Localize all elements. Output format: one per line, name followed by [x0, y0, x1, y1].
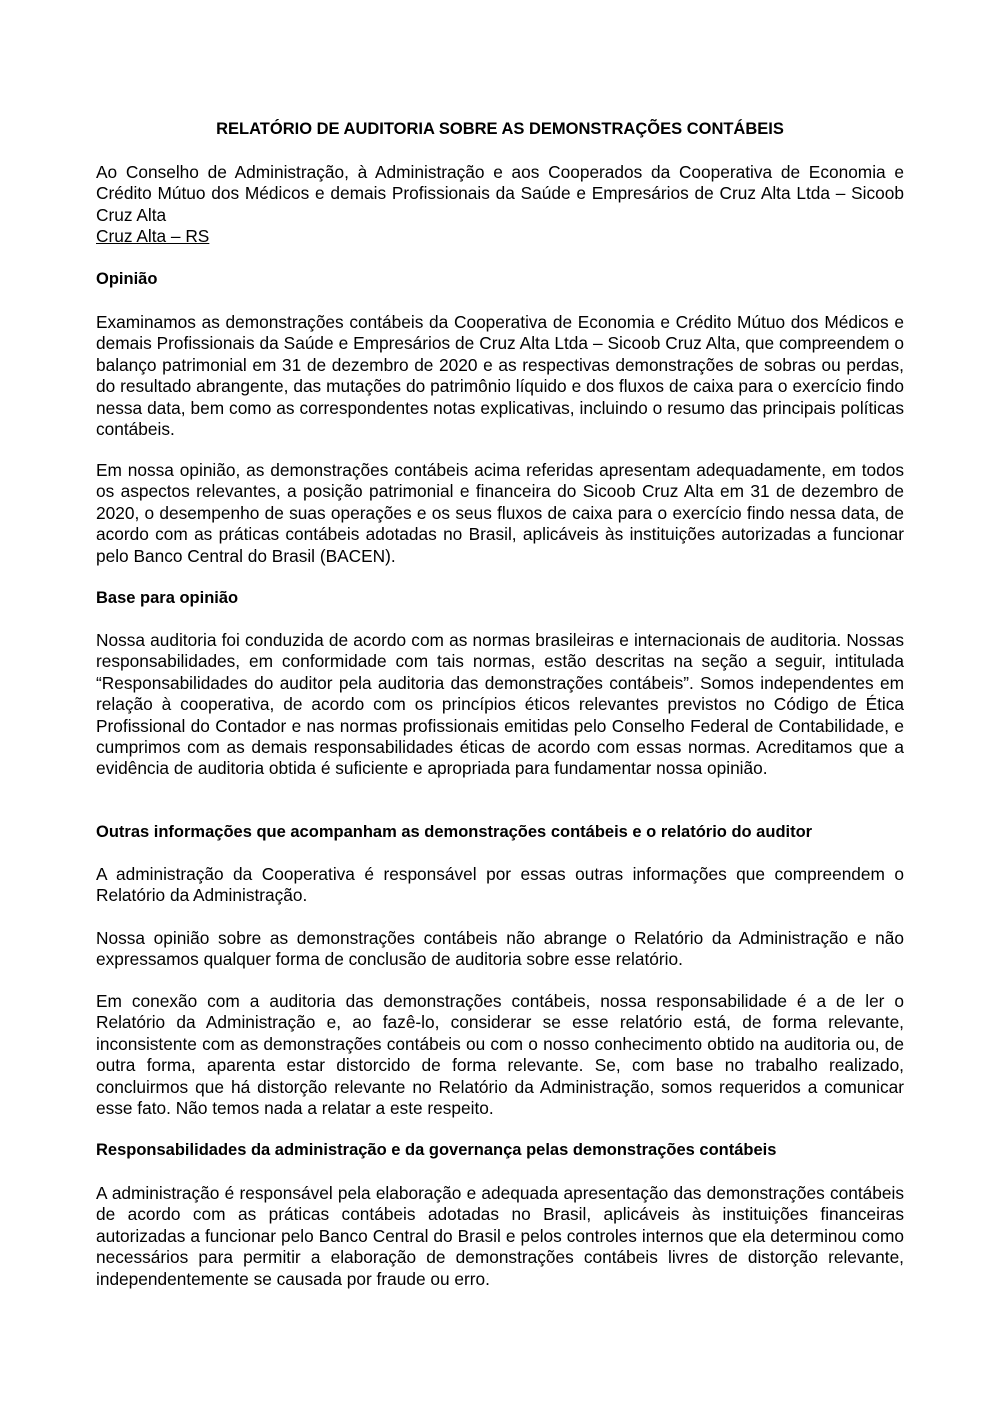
paragraph-outras-1: A administração da Cooperativa é responsável por essas outras informações que compreendem o Relatório da Administração.: [96, 864, 904, 906]
addressee: Ao Conselho de Administração, à Administração e aos Cooperados da Cooperativa de Economia e Crédito Mútuo dos Médicos e demais Profissionais da Saúde e Empresários de Cruz Alta Ltda – Sicoob Cruz Alta: [96, 162, 904, 225]
heading-opiniao: Opinião: [96, 270, 158, 288]
paragraph-responsabilidades-1: A administração é responsável pela elaboração e adequada apresentação das demonstrações contábeis de acordo com as práticas contábeis adotadas no Brasil, aplicáveis às instituições financeiras autorizadas a funcionar pelo Banco Central do Brasil e pelos controles internos que ela determinou como necessários para permitir a elaboração de demonstrações contábeis livres de distorção relevante, independentemente se causada por fraude ou erro.: [96, 1183, 904, 1289]
paragraph-outras-2: Nossa opinião sobre as demonstrações contábeis não abrange o Relatório da Administração e não expressamos qualquer forma de conclusão de auditoria sobre esse relatório.: [96, 928, 904, 970]
heading-outras-informacoes: Outras informações que acompanham as demonstrações contábeis e o relatório do auditor: [96, 823, 813, 841]
paragraph-base-1: Nossa auditoria foi conduzida de acordo com as normas brasileiras e internacionais de auditoria. Nossas responsabilidades, em conformidade com tais normas, estão descritas na seção a seguir, intitulada “Responsabilidades do auditor pela auditoria das demonstrações contábeis”. Somos independentes em relação à cooperativa, de acordo com os princípios éticos relevantes previstos no Código de Ética Profissional do Contador e nas normas profissionais emitidas pelo Conselho Federal de Contabilidade, e cumprimos com as demais responsabilidades éticas de acordo com essas normas. Acreditamos que a evidência de auditoria obtida é suficiente e apropriada para fundamentar nossa opinião.: [96, 630, 904, 779]
paragraph-outras-3: Em conexão com a auditoria das demonstrações contábeis, nossa responsabilidade é a de ler o Relatório da Administração e, ao fazê-lo, considerar se esse relatório está, de forma relevante, inconsistente com as demonstrações contábeis ou com o nosso conhecimento obtido na auditoria ou, de outra forma, aparenta estar distorcido de forma relevante. Se, com base no trabalho realizado, concluirmos que há distorção relevante no Relatório da Administração, somos requeridos a comunicar esse fato. Não temos nada a relatar a este respeito.: [96, 991, 904, 1119]
location: Cruz Alta – RS: [96, 226, 210, 246]
heading-responsabilidades: Responsabilidades da administração e da governança pelas demonstrações contábeis: [96, 1141, 777, 1159]
report-title: RELATÓRIO DE AUDITORIA SOBRE AS DEMONSTRAÇÕES CONTÁBEIS: [216, 120, 784, 138]
paragraph-opiniao-1: Examinamos as demonstrações contábeis da Cooperativa de Economia e Crédito Mútuo dos Médicos e demais Profissionais da Saúde e Empresários de Cruz Alta Ltda – Sicoob Cruz Alta, que compreendem o balanço patrimonial em 31 de dezembro de 2020 e as respectivas demonstrações de sobras ou perdas, do resultado abrangente, das mutações do patrimônio líquido e dos fluxos de caixa para o exercício findo nessa data, bem como as correspondentes notas explicativas, incluindo o resumo das principais políticas contábeis.: [96, 312, 904, 440]
paragraph-opiniao-2: Em nossa opinião, as demonstrações contábeis acima referidas apresentam adequadamente, em todos os aspectos relevantes, a posição patrimonial e financeira do Sicoob Cruz Alta em 31 de dezembro de 2020, o desempenho de suas operações e os seus fluxos de caixa para o exercício findo nessa data, de acordo com as práticas contábeis adotadas no Brasil, aplicáveis às instituições autorizadas a funcionar pelo Banco Central do Brasil (BACEN).: [96, 460, 904, 566]
heading-base-opiniao: Base para opinião: [96, 589, 239, 607]
